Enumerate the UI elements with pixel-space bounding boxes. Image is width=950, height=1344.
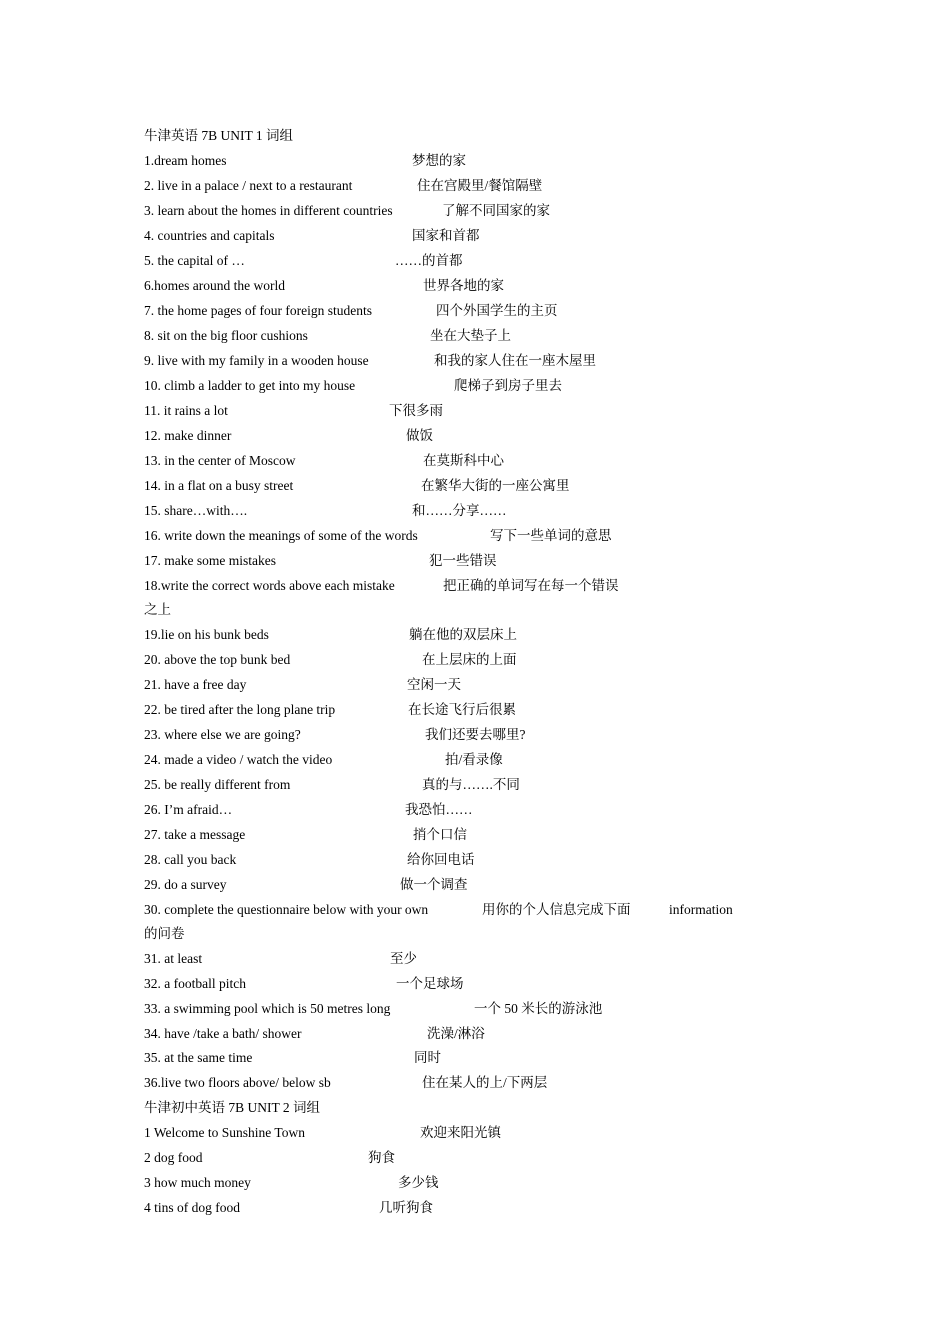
english-phrase: 19.lie on his bunk beds [144,627,269,642]
chinese-meaning: 世界各地的家 [423,278,504,293]
chinese-meaning: 给你回电话 [407,852,475,867]
chinese-meaning: 至少 [390,951,417,966]
chinese-meaning: 我恐怕…… [405,802,473,817]
english-phrase: 2 dog food [144,1150,203,1165]
english-phrase: 20. above the top bunk bed [144,652,291,667]
english-phrase: 15. share…with…. [144,503,248,518]
english-phrase: 26. I’m afraid… [144,802,233,817]
chinese-meaning: 我们还要去哪里? [425,727,526,742]
chinese-meaning: 做一个调查 [400,877,468,892]
chinese-meaning: 躺在他的双层床上 [409,627,517,642]
english-phrase: 3 how much money [144,1175,251,1190]
english-phrase: 10. climb a ladder to get into my house [144,378,356,393]
chinese-meaning: 下很多雨 [389,403,443,418]
chinese-meaning: 四个外国学生的主页 [436,303,558,318]
chinese-meaning: 用你的个人信息完成下面 [482,902,631,917]
chinese-meaning: 多少钱 [398,1175,439,1190]
chinese-meaning: 真的与…….不同 [422,777,520,792]
chinese-meaning: 做饭 [406,428,433,443]
chinese-meaning: 几听狗食 [379,1200,433,1215]
chinese-meaning: 空闲一天 [407,677,461,692]
chinese-meaning: 住在某人的上/下两层 [422,1075,548,1090]
english-phrase: 17. make some mistakes [144,553,276,568]
english-phrase: 7. the home pages of four foreign students [144,303,372,318]
chinese-meaning: 梦想的家 [412,153,466,168]
chinese-meaning: 坐在大垫子上 [430,328,511,343]
english-phrase: 30. complete the questionnaire below with your own [144,902,429,917]
english-phrase: 22. be tired after the long plane trip [144,702,336,717]
english-phrase: 11. it rains a lot [144,403,228,418]
english-word-information: information [669,902,733,917]
english-phrase: 6.homes around the world [144,278,285,293]
document-page: 牛津英语 7B UNIT 1 词组 1.dream homes 梦想的家 2. live in a palace / next to a restaurant 住在宫殿里/餐馆隔壁 3. learn about the homes in different countries 了解不同国家的家 4. countries and capitals 国家和首都 5. the capital of … ……的首都 6.homes around the world 世界各地的家 7. the home pages of four foreign students 四个外国学生的主页 8. sit on the big floor cushions 坐在大垫子上 9. live with my family in a wooden house 和我的家人住在一座木屋里 10. climb a ladder to get into my house 爬梯子到房子里去 11. it rains a lot 下很多雨 12. make dinner 做饭 13. in the center of Moscow 在莫斯科中心 14. in a flat on a busy street 在繁华大街的一座公寓里 15. share…with…. 和……分享…… 16. write down the meanings of some of the words 写下一些单词的意思 17. make some mistakes 犯一些错误 18.write the correct words above each mistake 把正确的单词写在每一个错误 之上 19.lie on his bunk beds 躺在他的双层床上 20. above the top bunk bed 在上层床的上面 21. have a free day 空闲一天 22. be tired after the long plane trip 在长途飞行后很累 23. where else we are going? 我们还要去哪里? 24. made a video / watch the video 拍/看录像 25. be really different from 真的与…….不同 26. I’m afraid… 我恐怕…… 27. take a message 捎个口信 28. call you back 给你回电话 29. do a survey 做一个调查 30. complete the questionnaire below with your own 用你的个人信息完成下面 information 的问卷 31. at least 至少 32. a football pitch 一个足球场 33. a swimming pool which is 50 metres long 一个 50 米长的游泳池 34. have /take a bath/ shower 洗澡/淋浴 35. at the same time 同时 36.live two floors above/ below sb 住在某人的上/下两层 牛津初中英语 7B UNIT 2 词组 1 Welcome to Sunshine Town 欢迎来阳光镇 2 dog food 狗食 3 how much money 多少钱 4 tins of dog food 几听狗食 [0,0,950,1344]
chinese-meaning: 写下一些单词的意思 [490,528,612,543]
chinese-meaning: 犯一些错误 [429,553,497,568]
chinese-meaning: 狗食 [368,1150,395,1165]
english-phrase: 13. in the center of Moscow [144,453,296,468]
english-phrase: 21. have a free day [144,677,247,692]
english-phrase: 12. make dinner [144,428,232,443]
english-phrase: 4 tins of dog food [144,1200,240,1215]
chinese-meaning: 把正确的单词写在每一个错误 [443,578,619,593]
english-phrase: 31. at least [144,951,203,966]
english-phrase: 36.live two floors above/ below sb [144,1075,331,1090]
chinese-meaning: 在莫斯科中心 [423,453,504,468]
english-phrase: 25. be really different from [144,777,291,792]
chinese-meaning: 一个 50 米长的游泳池 [474,1001,603,1016]
chinese-meaning: 在繁华大街的一座公寓里 [421,478,570,493]
chinese-meaning: 和我的家人住在一座木屋里 [434,353,596,368]
english-phrase: 28. call you back [144,852,237,867]
english-phrase: 14. in a flat on a busy street [144,478,294,493]
english-phrase: 18.write the correct words above each mistake [144,578,395,593]
english-phrase: 33. a swimming pool which is 50 metres long [144,1001,391,1016]
english-phrase: 23. where else we are going? [144,727,301,742]
english-phrase: 1.dream homes [144,153,227,168]
english-phrase: 35. at the same time [144,1050,253,1065]
chinese-meaning: 欢迎来阳光镇 [420,1125,501,1140]
english-phrase: 3. learn about the homes in different countries [144,203,393,218]
chinese-meaning: 了解不同国家的家 [442,203,550,218]
english-phrase: 27. take a message [144,827,246,842]
english-phrase: 24. made a video / watch the video [144,752,333,767]
chinese-meaning: ……的首都 [395,253,463,268]
chinese-meaning: 拍/看录像 [445,752,503,767]
chinese-meaning: 一个足球场 [396,976,464,991]
english-phrase: 32. a football pitch [144,976,246,991]
english-phrase: 29. do a survey [144,877,227,892]
english-phrase: 34. have /take a bath/ shower [144,1026,302,1041]
chinese-meaning: 爬梯子到房子里去 [454,378,562,393]
chinese-meaning: 和……分享…… [412,503,507,518]
chinese-meaning: 在长途飞行后很累 [408,702,516,717]
chinese-meaning: 在上层床的上面 [422,652,517,667]
english-phrase: 16. write down the meanings of some of the words [144,528,418,543]
chinese-meaning: 捎个口信 [413,827,467,842]
english-phrase: 9. live with my family in a wooden house [144,353,369,368]
chinese-meaning: 国家和首都 [412,228,480,243]
english-phrase: 4. countries and capitals [144,228,275,243]
chinese-meaning: 同时 [414,1050,441,1065]
chinese-meaning: 住在宫殿里/餐馆隔壁 [417,178,543,193]
english-phrase: 8. sit on the big floor cushions [144,328,308,343]
english-phrase: 2. live in a palace / next to a restaurant [144,178,353,193]
english-phrase: 1 Welcome to Sunshine Town [144,1125,305,1140]
english-phrase: 5. the capital of … [144,253,245,268]
chinese-meaning: 洗澡/淋浴 [427,1026,485,1041]
